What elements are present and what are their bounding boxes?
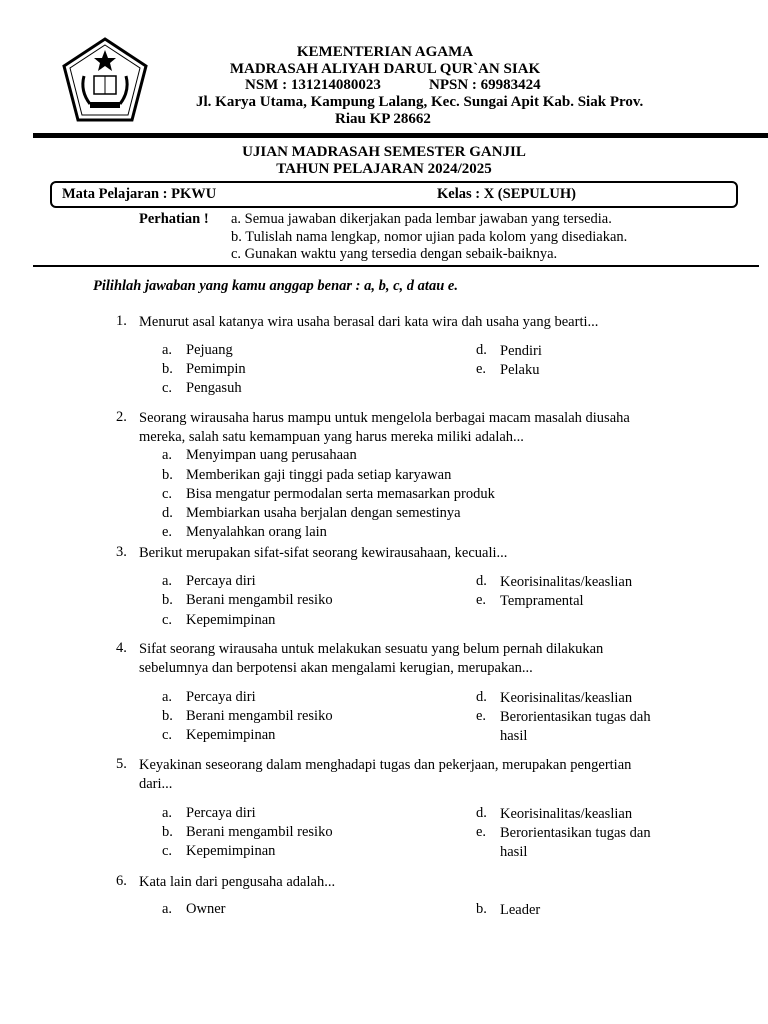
question-text: Seorang wirausaha harus mampu untuk mengelola berbagai macam masalah diusaha: [139, 410, 630, 426]
option-text: Berani mengambil resiko: [186, 824, 333, 840]
option-letter: c.: [162, 843, 173, 859]
option-letter: e.: [476, 361, 487, 377]
option-text: Menyimpan uang perusahaan: [186, 447, 357, 463]
header-divider: [33, 133, 768, 138]
header-npsn: NPSN : 69983424: [429, 77, 541, 93]
option-letter: c.: [162, 486, 173, 502]
option-text: Berorientasikan tugas dah hasil: [500, 709, 651, 744]
header-school: MADRASAH ALIYAH DARUL QUR`AN SIAK: [229, 61, 541, 77]
option-text: Kepemimpinan: [186, 727, 276, 743]
question-number: 1.: [116, 313, 127, 329]
option-text: Pelaku: [500, 362, 540, 378]
option-letter: b.: [162, 467, 173, 483]
exam-title: UJIAN MADRASAH SEMESTER GANJIL: [242, 144, 526, 160]
option-text: Keorisinalitas/keaslian: [500, 574, 633, 590]
instruction: Pilihlah jawaban yang kamu anggap benar : a, b, c, d atau e.: [93, 278, 458, 294]
class-label: Kelas : X (SEPULUH): [437, 186, 576, 202]
header-nsm: NSM : 131214080023: [245, 77, 381, 93]
question-text: dari...: [139, 776, 173, 792]
option-text: Kepemimpinan: [186, 612, 276, 628]
option-text: Percaya diri: [186, 805, 256, 821]
option-letter: d.: [476, 342, 487, 358]
option-text: Keorisinalitas/keaslian: [500, 806, 633, 822]
notice-b: b. Tulislah nama lengkap, nomor ujian pada kolom yang disediakan.: [231, 229, 628, 245]
option-letter: a.: [162, 901, 173, 917]
option-letter: e.: [476, 592, 487, 608]
option-letter: a.: [162, 342, 173, 358]
option-text: Tempramental: [500, 593, 584, 609]
option-text: Percaya diri: [186, 573, 256, 589]
option-letter: a.: [162, 689, 173, 705]
option-letter: a.: [162, 573, 173, 589]
option-letter: e.: [162, 524, 173, 540]
option-letter: b.: [162, 824, 173, 840]
option-letter: d.: [476, 805, 487, 821]
option-text: Pendiri: [500, 343, 542, 359]
option-letter: d.: [476, 689, 487, 705]
question-number: 3.: [116, 544, 127, 560]
question-number: 5.: [116, 756, 127, 772]
option-text: Pejuang: [186, 342, 233, 358]
question-number: 2.: [116, 409, 127, 425]
header-address-2: Riau KP 28662: [335, 111, 431, 127]
option-text: Membiarkan usaha berjalan dengan semestinya: [186, 505, 461, 521]
question-number: 6.: [116, 873, 127, 889]
header-ministry: KEMENTERIAN AGAMA: [296, 44, 474, 60]
notice-a: a. Semua jawaban dikerjakan pada lembar jawaban yang tersedia.: [231, 211, 612, 227]
option-text: Keorisinalitas/keaslian: [500, 690, 633, 706]
exam-year: TAHUN PELAJARAN 2024/2025: [276, 161, 492, 177]
option-letter: b.: [162, 592, 173, 608]
option-text: Kepemimpinan: [186, 843, 276, 859]
option-text: Memberikan gaji tinggi pada setiap karyawan: [186, 467, 452, 483]
option-text: Leader: [500, 902, 541, 918]
option-text: Berani mengambil resiko: [186, 708, 333, 724]
option-text: Pemimpin: [186, 361, 246, 377]
option-text: Bisa mengatur permodalan serta memasarkan produk: [186, 486, 495, 502]
option-letter: b.: [162, 361, 173, 377]
option-letter: e.: [476, 824, 487, 840]
subject-label: Mata Pelajaran : PKWU: [62, 186, 217, 202]
notice-label: Perhatian !: [139, 211, 209, 227]
option-letter: d.: [476, 573, 487, 589]
notice-c: c. Gunakan waktu yang tersedia dengan sebaik-baiknya.: [231, 246, 558, 262]
option-letter: a.: [162, 805, 173, 821]
question-text: Berikut merupakan sifat-sifat seorang kewirausahaan, kecuali...: [139, 545, 508, 561]
madrasah-logo: [60, 36, 150, 126]
option-letter: c.: [162, 727, 173, 743]
option-text: Menyalahkan orang lain: [186, 524, 327, 540]
question-number: 4.: [116, 640, 127, 656]
option-text: Owner: [186, 901, 226, 917]
question-text: Sifat seorang wirausaha untuk melakukan sesuatu yang belum pernah dilakukan: [139, 641, 604, 657]
option-letter: e.: [476, 708, 487, 724]
option-letter: c.: [162, 380, 173, 396]
option-text: Pengasuh: [186, 380, 242, 396]
option-text: Berani mengambil resiko: [186, 592, 333, 608]
notice-divider: [33, 265, 759, 267]
question-text: sebelumnya dan berpotensi akan mengalami kerugian, merupakan...: [139, 660, 533, 676]
option-letter: d.: [162, 505, 173, 521]
question-text: Menurut asal katanya wira usaha berasal dari kata wira dah usaha yang bearti...: [139, 314, 599, 330]
option-text: Percaya diri: [186, 689, 256, 705]
option-letter: a.: [162, 447, 173, 463]
option-text: Berorientasikan tugas dan hasil: [500, 825, 651, 860]
question-text: mereka, salah satu kemampuan yang harus mereka miliki adalah...: [139, 429, 524, 445]
header-address: Jl. Karya Utama, Kampung Lalang, Kec. Sungai Apit Kab. Siak Prov.: [196, 94, 644, 110]
question-text: Kata lain dari pengusaha adalah...: [139, 874, 336, 890]
option-letter: b.: [162, 708, 173, 724]
question-text: Keyakinan seseorang dalam menghadapi tugas dan pekerjaan, merupakan pengertian: [139, 757, 632, 773]
option-letter: b.: [476, 901, 487, 917]
option-letter: c.: [162, 612, 173, 628]
